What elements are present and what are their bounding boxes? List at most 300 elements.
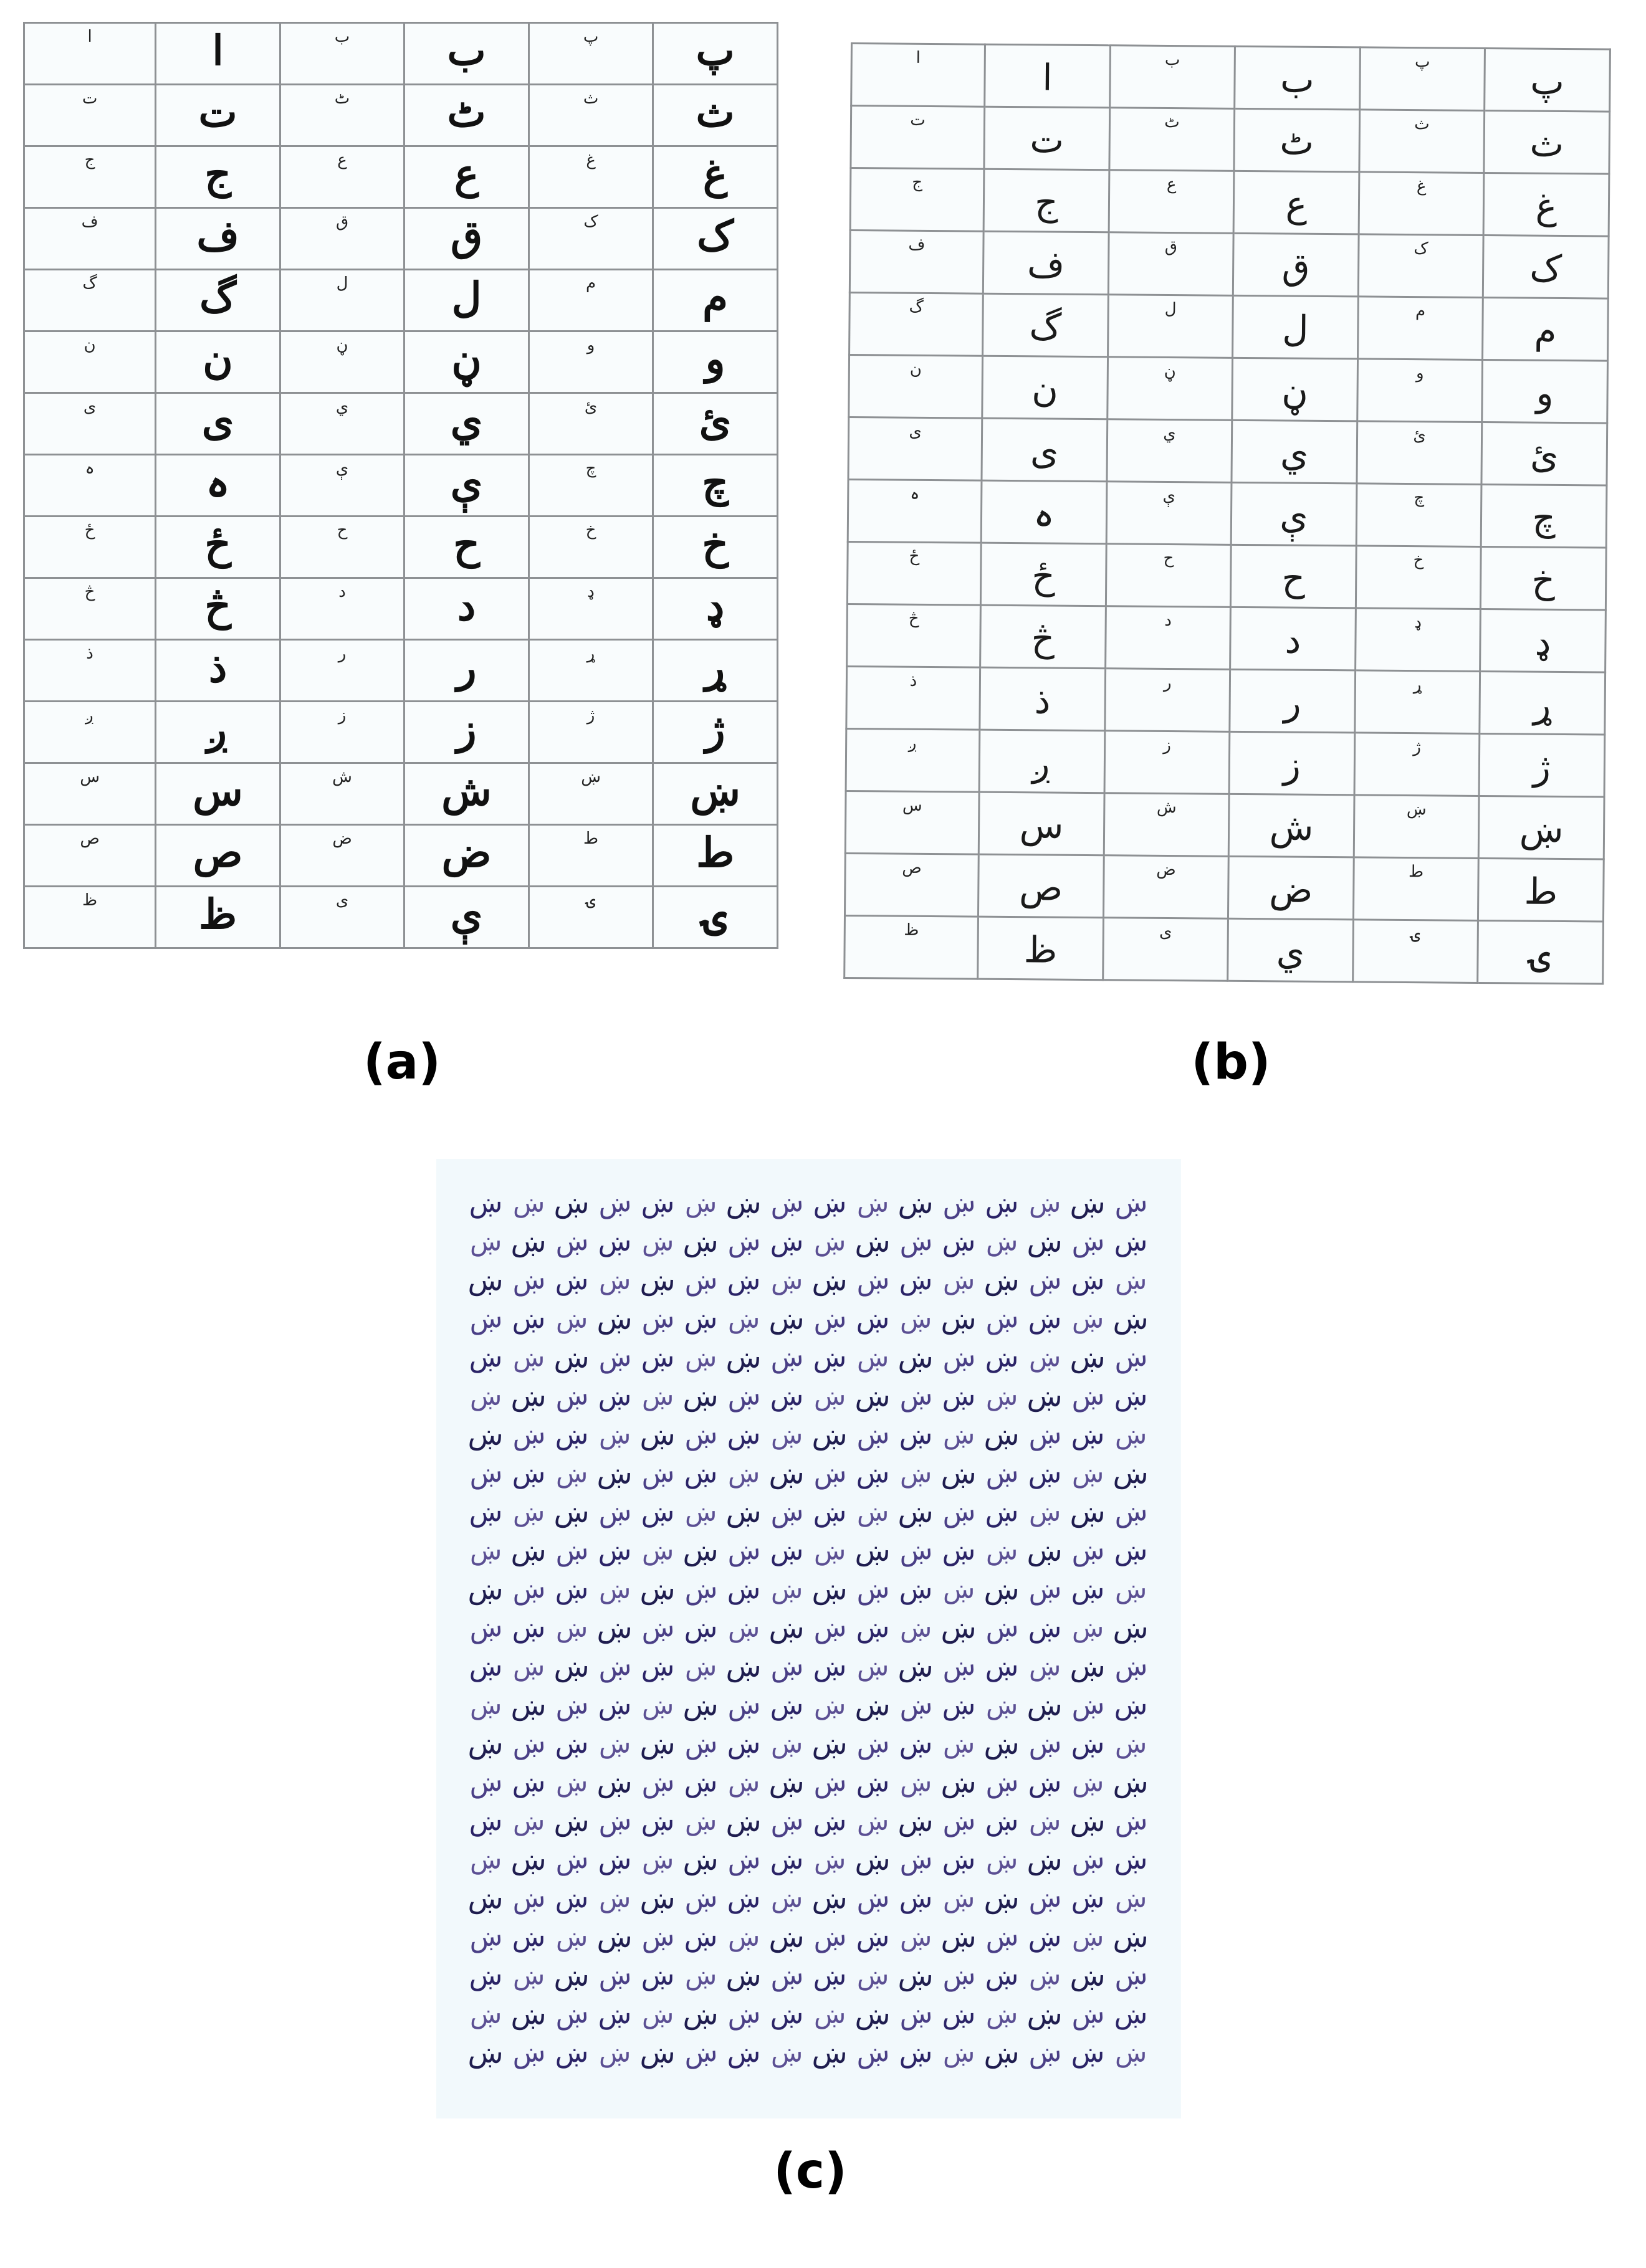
handwritten-sample: ښ (727, 1613, 760, 1643)
handwritten-sample: ښ (725, 1340, 763, 1375)
table-cell (404, 455, 529, 517)
handwritten-sample: ښ (899, 1613, 932, 1643)
handwritten-sample: ښ (1114, 1998, 1148, 2030)
table-cell (404, 393, 529, 455)
table-cell (980, 543, 1106, 606)
handwritten-character: ر (456, 643, 477, 692)
table-cell (280, 887, 404, 948)
handwritten-sample: ښ (854, 1378, 892, 1414)
handwritten-sample: ښ (641, 1535, 674, 1566)
handwritten-sample: ښ (1069, 1533, 1106, 1568)
handwritten-sample: ښ (897, 1688, 934, 1722)
handwritten-sample: ښ (598, 1998, 632, 2030)
handwritten-sample: ښ (983, 1880, 1021, 1916)
table-cell (1480, 546, 1606, 610)
handwritten-sample: ښ (512, 1806, 545, 1836)
handwritten-sample: ښ (1112, 1804, 1149, 1838)
handwritten-sample: ښ (985, 1496, 1019, 1528)
handwritten-sample: ښ (1071, 1767, 1104, 1798)
printed-character: ذ (86, 644, 93, 663)
table-cell (1485, 48, 1610, 112)
handwritten-sample: ښ (727, 1419, 761, 1451)
handwritten-sample: ښ (770, 1380, 804, 1412)
handwritten-sample: ښ (1069, 1997, 1106, 2031)
handwritten-character: څ (204, 581, 231, 630)
printed-character: ب (1164, 50, 1180, 70)
printed-character: ئ (584, 398, 598, 416)
printed-character: ڼ (336, 336, 348, 355)
table-cell (978, 854, 1104, 918)
handwritten-sample: ښ (813, 1381, 846, 1411)
handwritten-sample: ښ (1026, 1996, 1064, 2032)
table-cell (156, 23, 280, 85)
table-row (849, 292, 1609, 361)
handwritten-sample: ښ (598, 1728, 631, 1759)
handwritten-sample: ښ (768, 1340, 805, 1375)
handwritten-sample: ښ (510, 1224, 548, 1259)
table-cell (845, 791, 979, 854)
table-cell (1478, 796, 1604, 859)
handwritten-sample: ښ (1114, 1419, 1147, 1450)
handwritten-sample: ښ (467, 1571, 505, 1607)
table-cell (24, 146, 156, 208)
handwritten-sample: ښ (856, 1766, 890, 1798)
handwritten-sample: ښ (1114, 1728, 1147, 1759)
handwritten-character: ډ (1534, 621, 1551, 664)
handwritten-character: ښ (690, 766, 740, 815)
table-cell (24, 393, 156, 455)
handwritten-sample: ښ (1026, 1378, 1064, 1414)
table-cell (404, 578, 529, 640)
handwritten-sample: ښ (811, 1765, 848, 1799)
printed-character: غ (586, 151, 596, 169)
handwritten-sample: ښ (684, 1342, 717, 1373)
handwritten-character: ا (1042, 56, 1053, 99)
handwritten-sample: ښ (1026, 1224, 1064, 1259)
handwritten-sample: ښ (940, 1186, 977, 1220)
handwritten-sample: ښ (899, 1922, 932, 1952)
handwritten-sample: ښ (1114, 1535, 1148, 1566)
handwritten-sample: ښ (555, 1419, 589, 1451)
handwritten-character: ض (441, 828, 492, 877)
table-cell (1480, 671, 1605, 735)
printed-character: ا (87, 27, 92, 46)
printed-character: څ (84, 583, 95, 601)
handwritten-sample: ښ (684, 1766, 718, 1798)
printed-character: ف (908, 235, 926, 254)
handwritten-sample: ښ (682, 1263, 719, 1297)
handwritten-sample: ښ (512, 1188, 545, 1218)
handwritten-character: چ (1532, 496, 1556, 539)
printed-character: ث (1414, 115, 1430, 134)
printed-character: ر (1163, 673, 1172, 693)
table-cell (280, 702, 404, 763)
handwritten-sample: ښ (684, 1960, 717, 1991)
handwritten-sample: ښ (770, 1265, 803, 1295)
handwritten-sample: ښ (512, 1303, 546, 1335)
printed-character: ت (910, 110, 926, 130)
handwritten-sample: ښ (899, 1573, 933, 1605)
handwritten-sample: ښ (596, 1456, 634, 1491)
printed-character: څ (908, 609, 919, 628)
handwritten-character: ح (1281, 556, 1306, 599)
table-cell (1358, 234, 1483, 298)
table-cell (529, 23, 653, 85)
handwritten-sample: ښ (641, 1844, 674, 1875)
table-cell (1481, 484, 1607, 548)
table-cell (529, 887, 653, 948)
handwritten-sample: ښ (727, 2037, 761, 2069)
handwritten-sample: ښ (768, 1610, 806, 1646)
table-cell (1106, 482, 1232, 545)
handwritten-character: گ (1029, 305, 1062, 348)
handwritten-sample: ښ (897, 1494, 935, 1530)
handwritten-sample: ښ (899, 1767, 932, 1798)
handwritten-sample: ښ (897, 1803, 935, 1839)
handwritten-sample: ښ (1026, 1687, 1064, 1723)
handwritten-sample: ښ (811, 1456, 848, 1490)
handwritten-sample: ښ (467, 1611, 504, 1645)
table-cell (978, 917, 1104, 980)
printed-character: ې (1162, 486, 1176, 506)
table-cell (1357, 421, 1482, 485)
handwritten-sample: ښ (596, 1186, 633, 1220)
table-cell (24, 763, 156, 825)
handwritten-sample: ښ (1026, 1881, 1063, 1915)
handwritten-sample: ښ (510, 1996, 548, 2032)
handwritten-character: س (193, 766, 243, 815)
handwritten-sample: ښ (1028, 1651, 1061, 1682)
handwritten-character: ږ (207, 705, 229, 753)
handwritten-sample: ښ (768, 1919, 806, 1955)
table-cell (1356, 484, 1481, 547)
handwritten-sample: ښ (1026, 1533, 1064, 1568)
handwritten-sample: ښ (1028, 1921, 1062, 1953)
handwritten-sample: ښ (940, 1495, 977, 1529)
handwritten-sample: ښ (684, 1457, 718, 1489)
printed-character: ش (1156, 798, 1177, 817)
handwritten-sample: ښ (641, 1226, 674, 1257)
handwritten-sample: ښ (942, 1574, 975, 1604)
table-cell (1105, 669, 1230, 732)
printed-character: ہ (85, 459, 95, 478)
printed-character: ب (334, 27, 350, 46)
handwritten-sample: ښ (1112, 1495, 1149, 1529)
table-row (846, 728, 1605, 797)
panel-b-label: (b) (1191, 1034, 1271, 1090)
handwritten-character: ث (1529, 122, 1564, 165)
table-cell (280, 146, 404, 208)
handwritten-sample: ښ (942, 1844, 976, 1875)
table-cell (529, 763, 653, 825)
table-cell (1109, 108, 1235, 171)
handwritten-sample: ښ (1112, 1919, 1150, 1955)
panel-c-label: (c) (773, 2143, 847, 2199)
handwritten-sample: ښ (639, 1765, 676, 1799)
handwritten-character: ۍ (703, 890, 727, 938)
handwritten-sample: ښ (469, 1187, 503, 1219)
handwritten-sample: ښ (983, 1611, 1020, 1645)
handwritten-sample: ښ (985, 1844, 1018, 1875)
handwritten-sample: ښ (641, 1187, 675, 1219)
handwritten-sample: ښ (553, 1224, 590, 1259)
handwritten-sample: ښ (854, 1224, 892, 1259)
printed-character: ق (1164, 237, 1178, 257)
table-row (24, 517, 778, 578)
handwritten-sample: ښ (897, 1533, 934, 1568)
printed-character: ی (909, 422, 922, 441)
handwritten-sample: ښ (682, 1378, 720, 1414)
printed-character: س (80, 768, 100, 786)
handwritten-sample: ښ (768, 1456, 806, 1491)
handwritten-sample: ښ (467, 1765, 504, 1799)
handwritten-character: ڼ (1281, 369, 1309, 412)
table-cell (1479, 733, 1605, 797)
handwritten-sample: ښ (510, 2036, 547, 2070)
table-cell (848, 417, 982, 480)
handwritten-sample: ښ (727, 1882, 761, 1914)
table-cell (849, 231, 983, 294)
handwritten-sample: ښ (1114, 2037, 1147, 2068)
handwritten-sample: ښ (725, 1649, 763, 1684)
table-row (848, 479, 1607, 548)
handwritten-sample: ښ (641, 1341, 675, 1373)
handwritten-sample: ښ (770, 2037, 803, 2068)
handwritten-sample: ښ (1028, 1188, 1061, 1218)
table-cell (404, 640, 529, 702)
table-cell (280, 208, 404, 270)
handwritten-character: ہ (1033, 492, 1055, 535)
handwritten-sample: ښ (1028, 1960, 1061, 1991)
handwritten-sample: ښ (983, 1726, 1021, 1761)
handwritten-sample: ښ (854, 1996, 892, 2032)
table-row (845, 853, 1604, 922)
handwritten-sample: ښ (639, 1611, 676, 1645)
handwritten-sample: ښ (725, 1688, 762, 1722)
handwritten-sample: ښ (725, 1379, 762, 1413)
handwritten-sample: ښ (512, 1497, 545, 1527)
handwritten-sample: ښ (985, 1805, 1019, 1837)
printed-character: ح (1163, 548, 1174, 568)
handwritten-sample: ښ (813, 1226, 846, 1257)
handwritten-sample: ښ (897, 1958, 935, 1993)
handwritten-sample: ښ (725, 1185, 763, 1221)
table-cell (1357, 297, 1483, 360)
handwritten-sample: ښ (512, 1651, 545, 1682)
panel-b-character-table (843, 42, 1611, 985)
handwritten-sample: ښ (1028, 1497, 1061, 1527)
handwritten-character: ع (454, 150, 479, 198)
handwritten-sample: ښ (684, 1188, 717, 1218)
handwritten-sample: ښ (1028, 1457, 1062, 1489)
handwritten-sample: ښ (768, 1301, 806, 1336)
table-row (24, 23, 778, 85)
handwritten-sample: ښ (598, 1226, 632, 1257)
table-cell (1478, 920, 1604, 984)
handwritten-character: ځ (1031, 555, 1056, 598)
table-cell (1110, 45, 1235, 109)
table-cell (24, 208, 156, 270)
handwritten-sample: ښ (1028, 1612, 1062, 1644)
handwritten-sample: ښ (854, 1727, 891, 1761)
printed-character: ز (338, 706, 347, 725)
printed-character: ن (909, 360, 922, 379)
table-cell (848, 479, 982, 543)
printed-character: ت (82, 89, 98, 108)
printed-character: ف (81, 212, 98, 231)
table-cell (24, 578, 156, 640)
handwritten-character: ش (441, 766, 492, 815)
handwritten-sample: ښ (768, 1186, 805, 1220)
table-cell (280, 85, 404, 146)
handwritten-sample: ښ (555, 1573, 589, 1605)
handwritten-sample: ښ (512, 1766, 546, 1798)
table-cell (981, 480, 1107, 544)
printed-character: خ (585, 521, 596, 540)
handwritten-character: ظ (1023, 928, 1058, 971)
handwritten-sample: ښ (856, 1921, 890, 1953)
handwritten-sample: ښ (940, 1958, 977, 1993)
table-row (24, 270, 778, 331)
printed-character: ل (1164, 299, 1177, 319)
handwritten-character: ن (203, 335, 233, 383)
printed-character: گ (909, 297, 924, 317)
table-cell (1233, 295, 1359, 359)
handwritten-sample: ښ (897, 1842, 934, 1877)
table-cell (1483, 235, 1609, 298)
handwritten-sample: ښ (510, 1263, 547, 1297)
handwritten-character: ئ (699, 396, 732, 445)
table-cell (156, 702, 280, 763)
table-cell (1108, 357, 1233, 421)
handwritten-sample: ښ (899, 1728, 933, 1760)
handwritten-sample: ښ (469, 1651, 503, 1682)
printed-character: ز (1163, 735, 1171, 755)
table-cell (1106, 544, 1231, 608)
table-cell (156, 517, 280, 578)
handwritten-character: ض (1268, 868, 1313, 911)
handwritten-sample: ښ (682, 1533, 720, 1568)
printed-character: ډ (587, 583, 595, 601)
table-cell (653, 887, 778, 948)
handwritten-sample: ښ (940, 1301, 978, 1336)
handwritten-sample: ښ (596, 1610, 634, 1646)
table-cell (847, 541, 981, 605)
handwritten-sample: ښ (985, 1535, 1018, 1566)
table-cell (1103, 855, 1228, 919)
handwritten-sample: ښ (1069, 1224, 1106, 1259)
table-cell (280, 393, 404, 455)
handwritten-character: ق (450, 211, 483, 260)
handwritten-sample: ښ (596, 1765, 634, 1800)
handwritten-sample: ښ (942, 1883, 975, 1913)
handwritten-character: ۍ (1529, 932, 1551, 975)
handwritten-sample: ښ (512, 1342, 545, 1373)
handwritten-sample: ښ (469, 1496, 503, 1528)
printed-character: م (1415, 302, 1426, 321)
handwritten-sample: ښ (942, 1380, 976, 1412)
handwritten-character: ډ (706, 581, 725, 630)
table-cell (850, 168, 984, 232)
table-cell (156, 455, 280, 517)
handwritten-sample: ښ (983, 2035, 1021, 2070)
handwritten-character: ح (453, 520, 480, 568)
handwritten-sample: ښ (983, 1920, 1020, 1954)
printed-character: ى (335, 891, 349, 910)
handwritten-sample: ښ (1112, 1610, 1150, 1646)
handwritten-sample: ښ (983, 1456, 1020, 1490)
handwritten-sample: ښ (770, 1689, 804, 1721)
handwritten-sample: ښ (725, 1494, 763, 1530)
handwritten-sample: ښ (727, 1922, 760, 1952)
printed-character: ط (583, 829, 599, 848)
table-row (849, 231, 1609, 299)
table-cell (849, 355, 983, 418)
table-cell (280, 270, 404, 331)
printed-character: ا (916, 48, 921, 67)
handwritten-character: ہ (206, 458, 230, 507)
table-cell (1108, 295, 1233, 358)
printed-character: ن (84, 336, 96, 355)
panel-c-handwriting-samples (436, 1159, 1181, 2118)
handwritten-sample: ښ (856, 1342, 889, 1373)
handwritten-sample: ښ (768, 1958, 805, 1993)
table-cell (979, 730, 1105, 793)
table-cell (404, 270, 529, 331)
table-cell (1109, 170, 1234, 234)
handwritten-character: پ (1530, 60, 1565, 103)
printed-character: ۍ (586, 891, 596, 910)
handwritten-sample: ښ (553, 1649, 591, 1684)
printed-character: ډ (1414, 613, 1422, 632)
handwritten-character: غ (702, 150, 728, 198)
table-cell (653, 702, 778, 763)
handwritten-character: ص (1018, 866, 1063, 909)
handwritten-sample: ښ (596, 1804, 633, 1838)
handwritten-sample: ښ (985, 1960, 1019, 1991)
handwritten-sample: ښ (682, 1996, 720, 2032)
handwritten-character: ې (450, 458, 483, 507)
handwritten-sample: ښ (897, 1340, 935, 1375)
handwritten-character: ٹ (1280, 120, 1314, 163)
printed-character: ٹ (334, 89, 350, 108)
handwritten-character: ی (201, 396, 234, 445)
handwritten-sample: ښ (510, 1418, 547, 1452)
table-cell (156, 578, 280, 640)
handwritten-sample: ښ (555, 1767, 588, 1798)
table-cell (980, 667, 1106, 731)
handwritten-sample: ښ (598, 1419, 631, 1450)
handwritten-character: ذ (1034, 679, 1051, 722)
handwritten-sample: ښ (639, 1726, 677, 1761)
handwritten-sample: ښ (553, 1494, 591, 1530)
handwritten-sample: ښ (727, 1264, 761, 1296)
handwritten-sample: ښ (811, 2035, 849, 2070)
table-row (24, 887, 778, 948)
table-row (846, 666, 1605, 735)
table-cell (653, 825, 778, 887)
printed-character: ص (80, 829, 100, 848)
table-cell (1354, 733, 1480, 796)
table-cell (24, 702, 156, 763)
handwritten-sample: ښ (510, 1533, 548, 1568)
handwritten-sample: ښ (940, 1456, 978, 1491)
handwritten-character: م (1534, 309, 1557, 352)
table-cell (529, 270, 653, 331)
handwritten-sample: ښ (854, 1572, 891, 1606)
handwritten-sample: ښ (770, 1844, 804, 1875)
printed-character: م (586, 274, 596, 293)
